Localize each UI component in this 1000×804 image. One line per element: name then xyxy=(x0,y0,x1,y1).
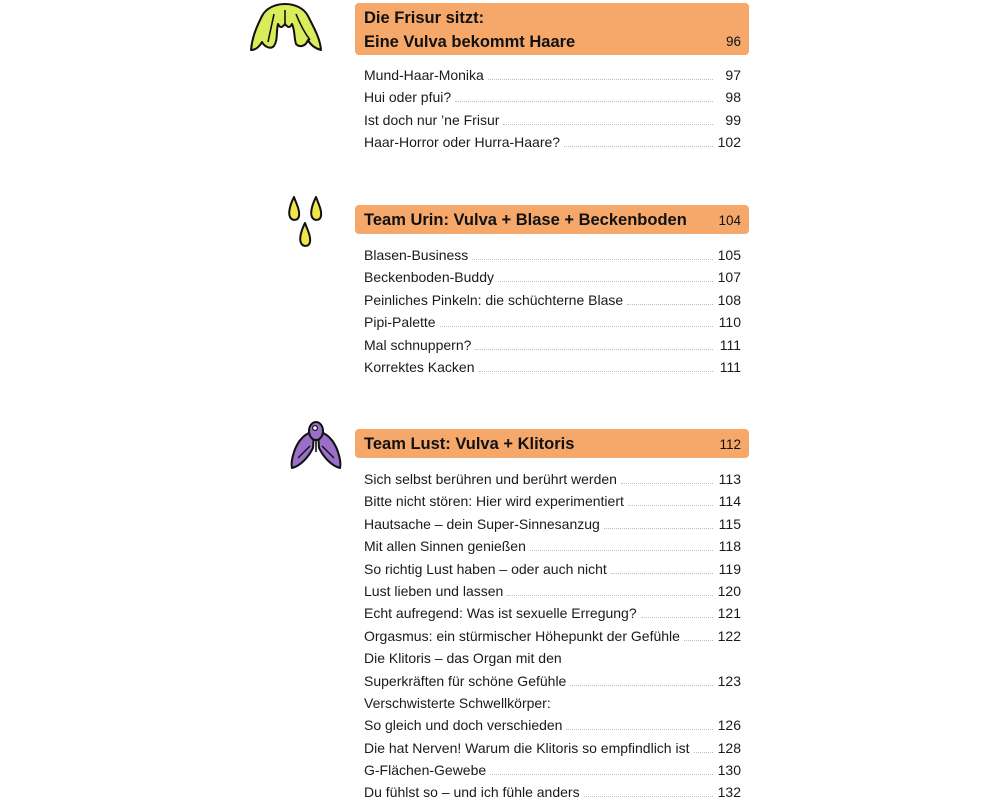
leader-dots xyxy=(440,326,713,327)
entry-title: Bitte nicht stören: Hier wird experimentiert xyxy=(364,490,628,512)
clitoris-icon xyxy=(288,418,344,470)
entry-page: 115 xyxy=(713,513,741,535)
entry-title: Superkräften für schöne Gefühle xyxy=(364,670,570,692)
entry-title: Verschwisterte Schwellkörper: xyxy=(364,692,555,714)
toc-entry[interactable] xyxy=(364,714,741,736)
hair-icon xyxy=(248,2,324,56)
leader-dots xyxy=(684,640,713,641)
entry-title: Sich selbst berühren und berührt werden xyxy=(364,468,621,490)
entry-page: 110 xyxy=(713,311,741,333)
entry-page: 118 xyxy=(713,535,741,557)
entry-page: 121 xyxy=(713,602,741,624)
toc-entry[interactable] xyxy=(364,781,741,803)
leader-dots xyxy=(621,483,713,484)
leader-dots xyxy=(498,281,713,282)
toc-entry[interactable] xyxy=(364,670,741,692)
leader-dots xyxy=(455,101,713,102)
toc-entry[interactable] xyxy=(364,468,741,490)
entry-title: Ist doch nur ’ne Frisur xyxy=(364,109,503,131)
toc-entry[interactable] xyxy=(364,535,741,557)
entry-title: Peinliches Pinkeln: die schüchterne Blase xyxy=(364,289,627,311)
entry-title: Blasen-Business xyxy=(364,244,472,266)
leader-dots xyxy=(628,505,713,506)
entry-page: 97 xyxy=(713,64,741,86)
toc-entry[interactable] xyxy=(364,334,741,356)
entry-title: Mal schnuppern? xyxy=(364,334,475,356)
chapter-title-line: Team Urin: Vulva + Blase + Beckenboden xyxy=(364,211,687,229)
entry-title: Pipi-Palette xyxy=(364,311,440,333)
entry-page: 113 xyxy=(713,468,741,490)
entry-page: 123 xyxy=(713,670,741,692)
entry-title: Mit allen Sinnen genießen xyxy=(364,535,530,557)
leader-dots xyxy=(479,371,714,372)
toc-entries xyxy=(364,64,741,154)
leader-dots xyxy=(472,259,713,260)
toc-entry[interactable] xyxy=(364,86,741,108)
entry-page: 122 xyxy=(713,625,741,647)
toc-entry[interactable] xyxy=(364,513,741,535)
entry-page: 126 xyxy=(713,714,741,736)
toc-entry[interactable] xyxy=(364,266,741,288)
chapter-header[interactable] xyxy=(355,205,749,234)
toc-entry[interactable] xyxy=(364,737,741,759)
leader-dots xyxy=(503,124,713,125)
entry-title: Mund-Haar-Monika xyxy=(364,64,488,86)
entry-page: 107 xyxy=(713,266,741,288)
toc-entry[interactable] xyxy=(364,558,741,580)
entry-title: So richtig Lust haben – oder auch nicht xyxy=(364,558,611,580)
leader-dots xyxy=(584,796,713,797)
toc-entry[interactable] xyxy=(364,64,741,86)
entry-title: Haar-Horror oder Hurra-Haare? xyxy=(364,131,564,153)
leader-dots xyxy=(641,617,713,618)
leader-dots xyxy=(694,752,714,753)
leader-dots xyxy=(604,528,713,529)
entry-title: Die Klitoris – das Organ mit den xyxy=(364,647,566,669)
chapter-header[interactable] xyxy=(355,3,749,55)
leader-dots xyxy=(627,304,713,305)
drops-icon xyxy=(286,195,326,251)
entry-title: Lust lieben und lassen xyxy=(364,580,507,602)
entry-title: Orgasmus: ein stürmischer Höhepunkt der Gefühle xyxy=(364,625,684,647)
toc-entries xyxy=(364,244,741,378)
leader-dots xyxy=(530,550,713,551)
toc-entry[interactable] xyxy=(364,759,741,781)
toc-entry[interactable] xyxy=(364,131,741,153)
toc-entry[interactable] xyxy=(364,692,741,714)
entry-page: 119 xyxy=(713,558,741,580)
entry-page: 114 xyxy=(713,490,741,512)
leader-dots xyxy=(566,729,713,730)
entry-page: 108 xyxy=(713,289,741,311)
toc-entry[interactable] xyxy=(364,490,741,512)
toc-entry[interactable] xyxy=(364,109,741,131)
entry-title: Beckenboden-Buddy xyxy=(364,266,498,288)
entry-title: So gleich und doch verschieden xyxy=(364,714,566,736)
chapter-title-line: Eine Vulva bekommt Haare xyxy=(364,33,576,51)
entry-title: Echt aufregend: Was ist sexuelle Erregung? xyxy=(364,602,641,624)
chapter-page: 112 xyxy=(719,437,741,452)
toc-entry[interactable] xyxy=(364,580,741,602)
leader-dots xyxy=(488,79,713,80)
chapter-page: 96 xyxy=(725,34,741,49)
chapter-page: 104 xyxy=(718,213,741,228)
entry-title: Die hat Nerven! Warum die Klitoris so empfindlich ist xyxy=(364,737,694,759)
chapter-title-line: Team Lust: Vulva + Klitoris xyxy=(364,435,575,453)
chapter-title-line: Die Frisur sitzt: xyxy=(364,9,485,27)
toc-entry[interactable] xyxy=(364,602,741,624)
entry-page: 120 xyxy=(713,580,741,602)
toc-entry[interactable] xyxy=(364,356,741,378)
leader-dots xyxy=(611,573,713,574)
toc-entry[interactable] xyxy=(364,289,741,311)
leader-dots xyxy=(507,595,713,596)
leader-dots xyxy=(570,685,713,686)
entry-page: 128 xyxy=(713,737,741,759)
entry-page: 111 xyxy=(713,334,741,356)
entry-page: 130 xyxy=(713,759,741,781)
entry-page: 132 xyxy=(713,781,741,803)
entry-page: 98 xyxy=(713,86,741,108)
leader-dots xyxy=(564,146,713,147)
entry-page: 102 xyxy=(713,131,741,153)
entry-page: 105 xyxy=(713,244,741,266)
toc-entry[interactable] xyxy=(364,647,741,669)
entry-title: Hui oder pfui? xyxy=(364,86,455,108)
entry-page: 111 xyxy=(713,356,741,378)
leader-dots xyxy=(490,774,713,775)
toc-entry[interactable] xyxy=(364,625,741,647)
entry-page: 99 xyxy=(713,109,741,131)
entry-title: Hautsache – dein Super-Sinnesanzug xyxy=(364,513,604,535)
entry-title: Korrektes Kacken xyxy=(364,356,479,378)
toc-entry[interactable] xyxy=(364,244,741,266)
toc-entry[interactable] xyxy=(364,311,741,333)
toc-entries xyxy=(364,468,741,804)
entry-title: Du fühlst so – und ich fühle anders xyxy=(364,781,584,803)
leader-dots xyxy=(475,349,713,350)
entry-title: G-Flächen-Gewebe xyxy=(364,759,490,781)
chapter-header[interactable] xyxy=(355,429,749,458)
